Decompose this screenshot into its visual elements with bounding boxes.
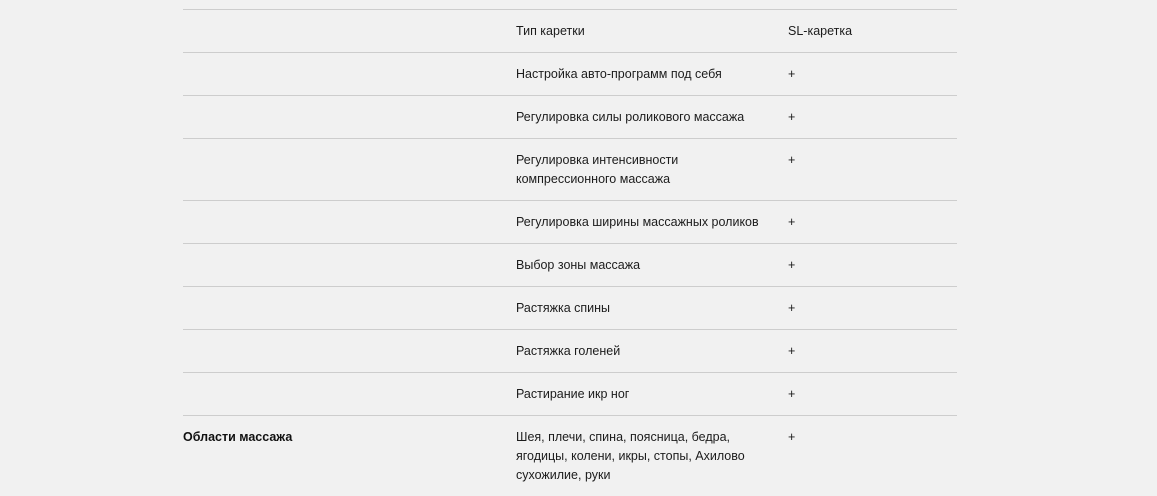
spec-feature-value: + [788, 387, 796, 401]
spec-table [183, 9, 957, 496]
spec-feature-name: Тип каретки [516, 24, 585, 38]
spec-row [183, 373, 957, 416]
spec-feature-value: + [788, 153, 796, 167]
spec-feature-name: Регулировка силы роликового массажа [516, 110, 745, 124]
spec-feature-name: Шея, плечи, спина, поясница, бедра, ягодицы, колени, икры, стопы, Ахилово сухожилие, руки [516, 430, 745, 482]
spec-feature-name: Растяжка голеней [516, 344, 621, 358]
spec-feature-value: + [788, 258, 796, 272]
spec-feature-value: SL-каретка [788, 24, 853, 38]
spec-feature-value: + [788, 215, 796, 229]
spec-row [183, 330, 957, 373]
spec-feature-name: Настройка авто-программ под себя [516, 67, 722, 81]
spec-row [183, 96, 957, 139]
spec-feature-name: Растирание икр ног [516, 387, 630, 401]
spec-feature-name: Выбор зоны массажа [516, 258, 641, 272]
spec-feature-value: + [788, 110, 796, 124]
spec-feature-value: + [788, 344, 796, 358]
spec-row [183, 201, 957, 244]
spec-row [183, 139, 957, 201]
spec-row [183, 287, 957, 330]
spec-section-label: Области массажа [183, 430, 293, 444]
spec-row [183, 416, 957, 496]
spec-row [183, 10, 957, 53]
spec-row [183, 53, 957, 96]
spec-feature-name: Регулировка интенсивности компрессионного массажа [516, 153, 679, 186]
spec-feature-name: Растяжка спины [516, 301, 611, 315]
spec-feature-value: + [788, 301, 796, 315]
spec-feature-name: Регулировка ширины массажных роликов [516, 215, 759, 229]
spec-row [183, 244, 957, 287]
spec-feature-value: + [788, 430, 796, 444]
spec-feature-value: + [788, 67, 796, 81]
